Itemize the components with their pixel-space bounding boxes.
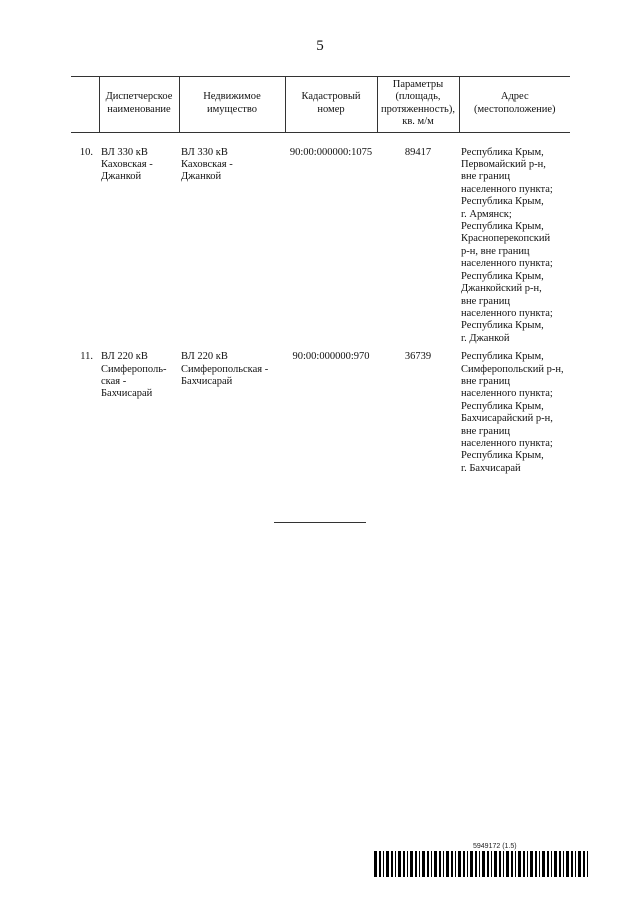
address-line: населенного пункта; bbox=[461, 183, 553, 195]
dispatch-name-line: ВЛ 220 кВ bbox=[101, 351, 148, 363]
address-line: Республика Крым, bbox=[461, 146, 544, 158]
address-line: населенного пункта; bbox=[461, 388, 553, 400]
property-line: ВЛ 220 кВ bbox=[181, 351, 228, 363]
parameters-cell: 36739 bbox=[404, 351, 432, 363]
dispatch-name-line: Бахчисарай bbox=[101, 388, 153, 400]
table-row bbox=[71, 132, 570, 345]
address-cell bbox=[459, 132, 570, 345]
address-line: Республика Крым, bbox=[461, 196, 544, 208]
header-cadastral-number: Кадастровый номер bbox=[285, 77, 377, 133]
property-line: Каховская - bbox=[181, 159, 233, 171]
row-number: 10. bbox=[79, 146, 93, 158]
barcode-label: 5949172 (1.5) bbox=[473, 843, 517, 850]
address-line: Республика Крым, bbox=[461, 320, 544, 332]
header-real-property: Недвижимое имущество bbox=[179, 77, 285, 133]
row-number: 11. bbox=[80, 351, 93, 363]
dispatch-name-line: ВЛ 330 кВ bbox=[101, 146, 148, 158]
address-line: Республика Крым, bbox=[461, 351, 544, 363]
address-line: Республика Крым, bbox=[461, 450, 544, 462]
property-cell bbox=[179, 345, 285, 475]
dispatch-name-line: Каховская - bbox=[101, 159, 153, 171]
address-line: р-н, вне границ bbox=[461, 245, 530, 257]
cadastral-number-cell: 90:00:000000:970 bbox=[292, 351, 370, 363]
address-line: вне границ bbox=[461, 425, 510, 437]
dispatch-name-cell bbox=[99, 132, 179, 345]
address-line: Красноперекопский bbox=[461, 233, 551, 245]
property-line: Симферопольская - bbox=[181, 363, 269, 375]
barcode-icon bbox=[374, 851, 590, 877]
dispatch-name-line: Симферополь- bbox=[101, 363, 167, 375]
address-line: Республика Крым, bbox=[461, 400, 544, 412]
property-cell bbox=[179, 132, 285, 345]
address-line: Республика Крым, bbox=[461, 221, 544, 233]
table-row bbox=[71, 345, 570, 475]
end-of-document-rule bbox=[274, 522, 366, 523]
address-line: вне границ bbox=[461, 375, 510, 387]
address-line: Джанкойский р-н, bbox=[461, 283, 542, 295]
address-cell bbox=[459, 345, 570, 475]
dispatch-name-line: Джанкой bbox=[101, 171, 142, 183]
property-registry-table bbox=[71, 76, 570, 475]
address-line: Симферопольский р-н, bbox=[461, 363, 564, 375]
property-line: ВЛ 330 кВ bbox=[181, 146, 228, 158]
address-line: населенного пункта; bbox=[461, 307, 553, 319]
header-parameters: Параметры (площадь, протяженность), кв. м/м bbox=[377, 77, 459, 133]
property-line: Джанкой bbox=[181, 171, 222, 183]
cadastral-number-cell: 90:00:000000:1075 bbox=[289, 146, 373, 158]
address-line: г. Бахчисарай bbox=[461, 462, 521, 474]
table-header-row bbox=[71, 77, 570, 133]
address-line: Первомайский р-н, bbox=[461, 159, 546, 171]
address-line: Республика Крым, bbox=[461, 270, 544, 282]
address-line: населенного пункта; bbox=[461, 258, 553, 270]
header-address: Адрес (местоположение) bbox=[459, 77, 570, 133]
page-number: 5 bbox=[316, 38, 324, 54]
address-line: населенного пункта; bbox=[461, 437, 553, 449]
address-line: вне границ bbox=[461, 171, 510, 183]
address-line: г. Армянск; bbox=[461, 208, 512, 220]
parameters-cell: 89417 bbox=[404, 146, 432, 158]
header-dispatch-name: Диспетчерское наименование bbox=[99, 77, 179, 133]
property-line: Бахчисарай bbox=[181, 375, 233, 387]
address-line: Бахчисарайский р-н, bbox=[461, 413, 553, 425]
header-number bbox=[71, 77, 99, 133]
dispatch-name-cell bbox=[99, 345, 179, 475]
address-line: вне границ bbox=[461, 295, 510, 307]
dispatch-name-line: ская - bbox=[101, 375, 127, 387]
address-line: г. Джанкой bbox=[461, 332, 510, 344]
